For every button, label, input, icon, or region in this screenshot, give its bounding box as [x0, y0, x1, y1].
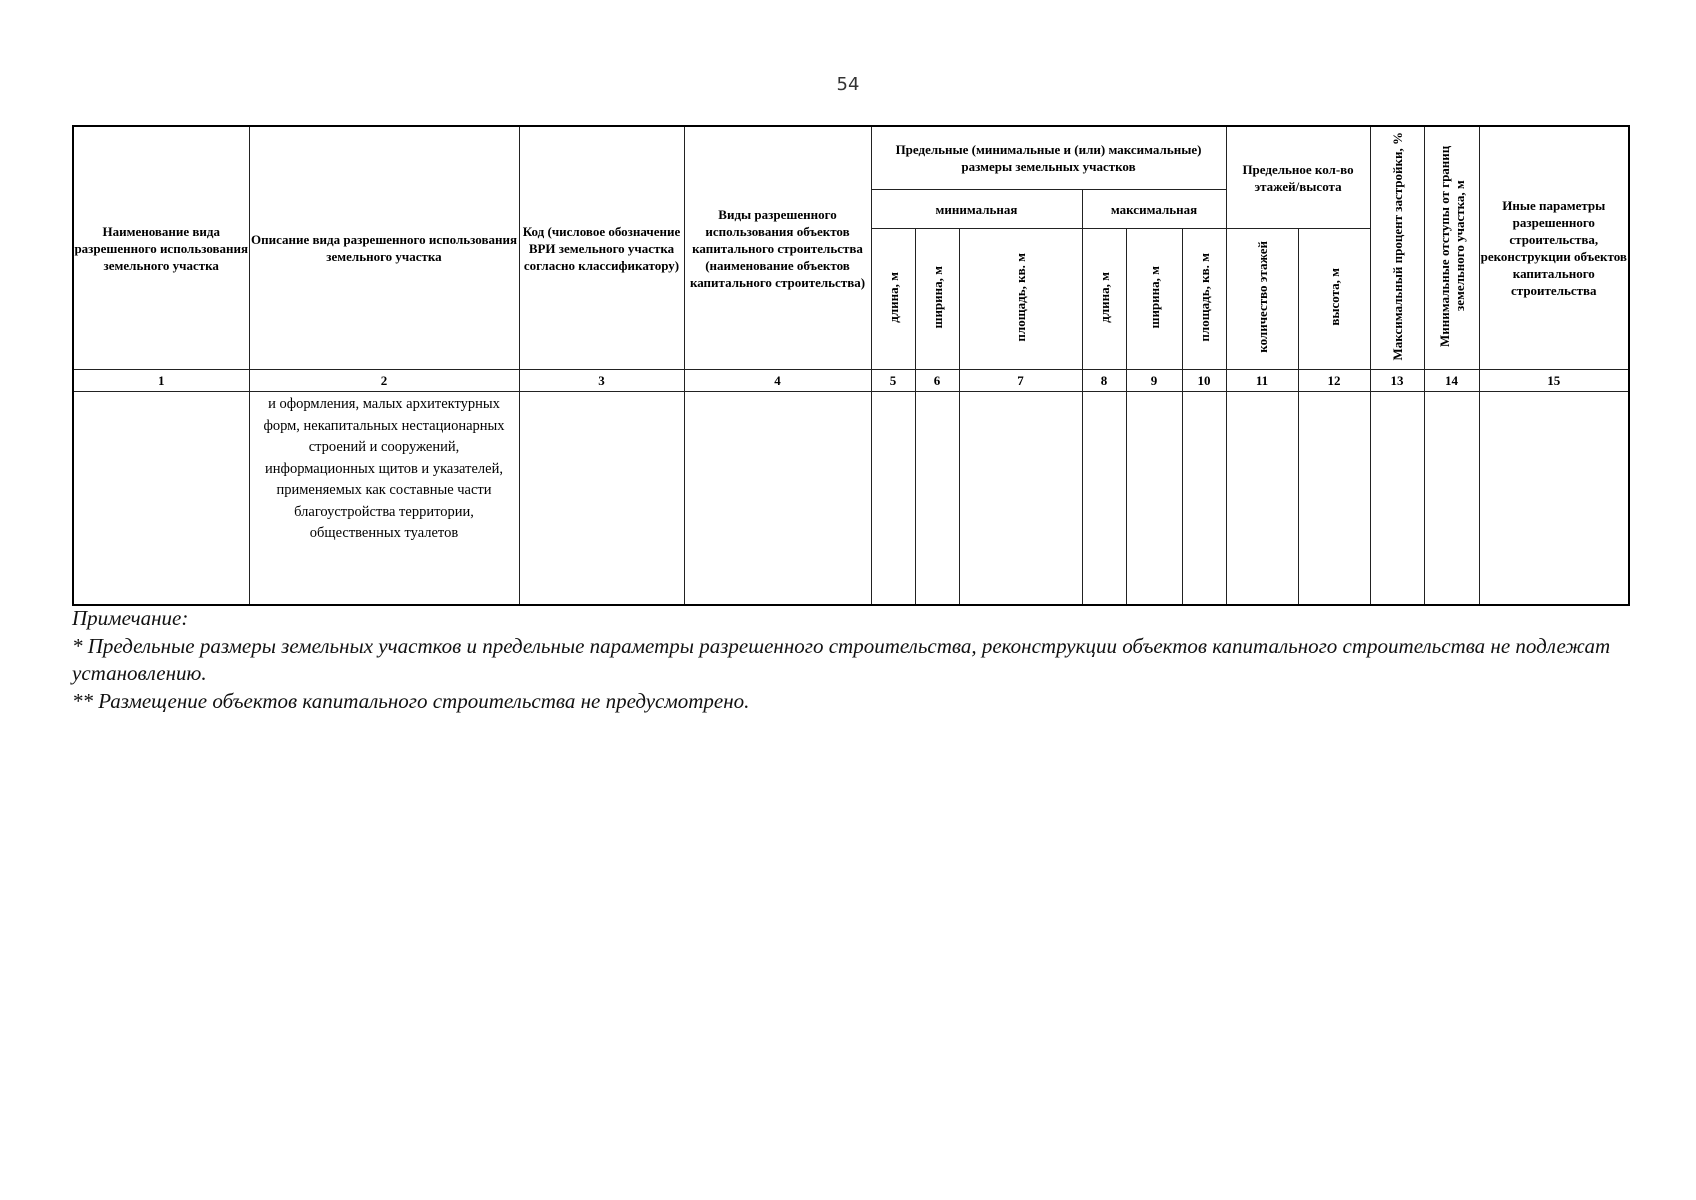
- note-1: * Предельные размеры земельных участков и предельные параметры разрешенного строительства, реконструкции объектов капитального строительства не подлежат установлению.: [72, 633, 1611, 685]
- zoning-table: [72, 125, 1630, 606]
- header-permitted-use-name: Наименование вида разрешенного использования земельного участка: [73, 126, 249, 370]
- header-min-length: [871, 229, 915, 370]
- header-floors-height-limit: Предельное кол-во этажей/высота: [1226, 126, 1370, 229]
- header-max-length-text: длина, м: [1096, 271, 1112, 323]
- cell-use-code: [519, 392, 684, 606]
- cell-min-area: [959, 392, 1082, 606]
- cell-min-width: [915, 392, 959, 606]
- header-plot-size-limits: Предельные (минимальные и (или) максимальные) размеры земельных участков: [871, 126, 1226, 190]
- header-minimum: минимальная: [871, 190, 1082, 229]
- cell-min-setbacks: [1424, 392, 1479, 606]
- header-maximum: максимальная: [1082, 190, 1226, 229]
- header-height-text: высота, м: [1326, 268, 1342, 326]
- notes-title: Примечание:: [72, 606, 189, 630]
- column-number: 14: [1424, 370, 1479, 392]
- column-number: 4: [684, 370, 871, 392]
- cell-max-width: [1126, 392, 1182, 606]
- column-number: 9: [1126, 370, 1182, 392]
- cell-floors-count: [1226, 392, 1298, 606]
- column-number: 2: [249, 370, 519, 392]
- cell-max-length: [1082, 392, 1126, 606]
- header-min-area-text: площадь, кв. м: [1013, 252, 1028, 342]
- column-number: 3: [519, 370, 684, 392]
- header-floors-count-text: количество этажей: [1254, 241, 1270, 353]
- cell-max-build-percent: [1370, 392, 1424, 606]
- header-min-width-text: ширина, м: [929, 265, 945, 329]
- notes: [72, 605, 1632, 715]
- column-number: 5: [871, 370, 915, 392]
- header-other-parameters: Иные параметры разрешенного строительства, реконструкции объектов капитального строительства: [1479, 126, 1629, 370]
- column-number: 8: [1082, 370, 1126, 392]
- header-max-width-text: ширина, м: [1146, 265, 1162, 329]
- column-number: 6: [915, 370, 959, 392]
- header-use-description: Описание вида разрешенного использования земельного участка: [249, 126, 519, 370]
- column-number-row: [73, 370, 1629, 392]
- header-min-setbacks: [1424, 126, 1479, 370]
- header-min-width: [915, 229, 959, 370]
- cell-min-length: [871, 392, 915, 606]
- column-number: 11: [1226, 370, 1298, 392]
- header-max-width: [1126, 229, 1182, 370]
- cell-other-parameters: [1479, 392, 1629, 606]
- column-number: 12: [1298, 370, 1370, 392]
- note-2: ** Размещение объектов капитального строительства не предусмотрено.: [72, 688, 750, 713]
- column-number: 7: [959, 370, 1082, 392]
- header-height: [1298, 229, 1370, 370]
- header-max-area: [1182, 229, 1226, 370]
- cell-use-description: и оформления, малых архитектурных форм, некапитальных нестационарных строений и сооружений, информационных щитов и указателей, применяемых как составные части благоустройства территории, общественных туалетов: [249, 392, 519, 606]
- cell-height: [1298, 392, 1370, 606]
- header-max-build-percent: [1370, 126, 1424, 370]
- header-max-length: [1082, 229, 1126, 370]
- header-use-code: Код (числовое обозначение ВРИ земельного участка согласно классификатору): [519, 126, 684, 370]
- header-max-area-text: площадь, кв. м: [1196, 252, 1212, 342]
- header-floors-count: [1226, 229, 1298, 370]
- page-number: 54: [836, 74, 860, 95]
- header-max-build-percent-text: Максимальный процент застройки, %: [1389, 131, 1405, 361]
- column-number: 10: [1182, 370, 1226, 392]
- cell-use-name: [73, 392, 249, 606]
- cell-max-area: [1182, 392, 1226, 606]
- column-number: 13: [1370, 370, 1424, 392]
- cell-capital-uses: [684, 392, 871, 606]
- header-min-setbacks-text: Минимальные отступы от границ земельного участка, м: [1436, 145, 1467, 347]
- table-row: [73, 392, 1629, 606]
- header-capital-construction-uses: Виды разрешенного использования объектов капитального строительства (наименование объектов капитального строительства): [684, 126, 871, 370]
- column-number: 15: [1479, 370, 1629, 392]
- header-min-length-text: длина, м: [885, 271, 901, 323]
- header-min-area: [959, 229, 1082, 370]
- column-number: 1: [73, 370, 249, 392]
